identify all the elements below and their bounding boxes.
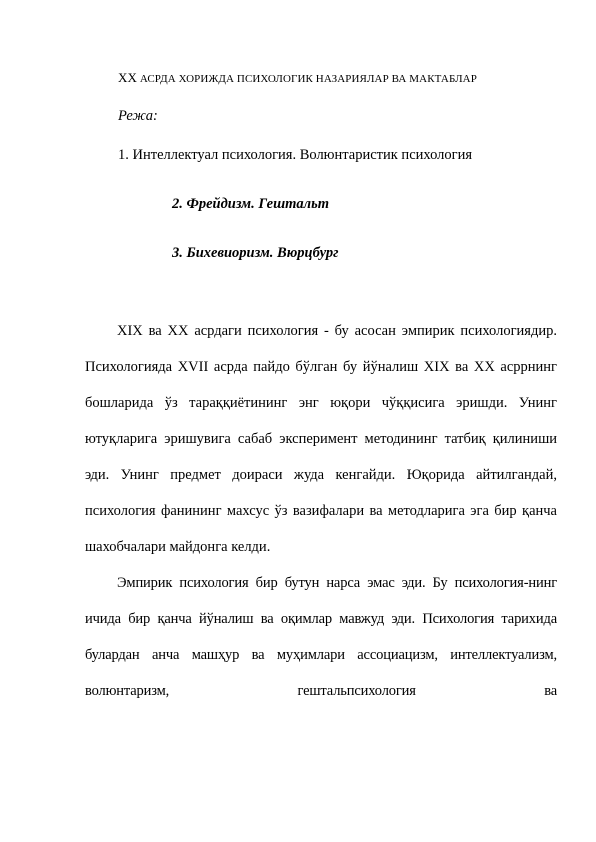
title-century: XX	[118, 70, 137, 85]
paragraph-2: Эмпирик психология бир бутун нарса эмас эди. Бу психология-нинг ичида бир қанча йўналиш ва оқимлар мавжуд эди. Психология тарихида булардан анча машҳур ва муҳимлари ассоциацизм, интеллектуализм, волюнтаризм, гештальпсихология ва	[85, 575, 557, 699]
paragraph-1: XIX ва XX асрдаги психология - бу асосан эмпирик психологиядир. Психологияда XVII асрда пайдо бўлган бу йўналиш XIX ва XX асррнинг бошларида ўз тараққиётининг энг юқори чўққисига эришди. Унинг ютуқларига эришувига сабаб эксперимент методининг татбиқ қилиниши эди. Унинг предмет доираси жуда кенгайди. Юқорида айтилгандай, психология фанининг махсус ўз вазифалари ва методларига эга бир қанча шахобчалари майдонга келди.	[85, 323, 557, 555]
plan-heading: Режа:	[118, 108, 158, 124]
plan-item-1: 1. Интеллектуал психология. Волюнтаристик психология	[118, 147, 473, 163]
title-text: АСРДА ХОРИЖДА ПСИХОЛОГИК НАЗАРИЯЛАР ВА МАКТАБЛАР	[136, 73, 477, 85]
plan-item-3: 3. Бихевиоризм. Вюрцбург	[172, 245, 339, 261]
body-text	[85, 313, 557, 709]
document-title	[118, 70, 477, 86]
plan-item-2: 2. Фрейдизм. Гештальт	[172, 196, 330, 212]
